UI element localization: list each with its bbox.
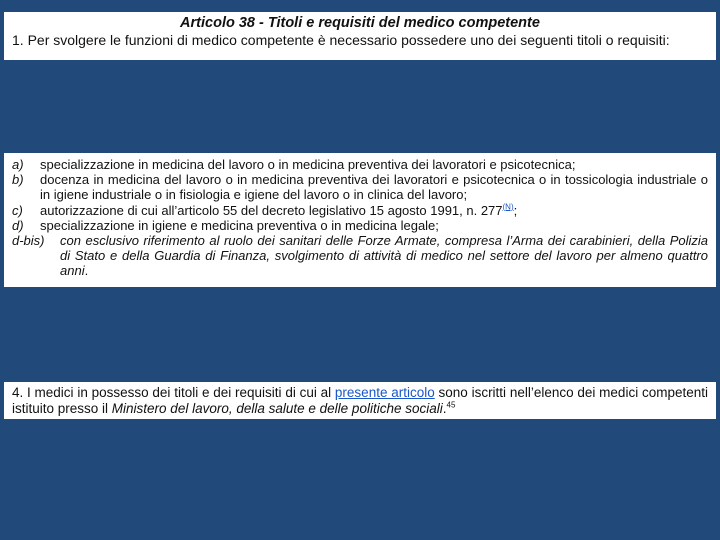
item-text: docenza in medicina del lavoro o in medicina preventiva dei lavoratori e psicotecnica o in tossicologia industriale o in igiene industriale o in fisiologia e igiene del lavoro o in clinica del lavoro; (40, 172, 708, 203)
para-start: 4. I medici in possesso dei titoli e dei requisiti di cui al (12, 385, 335, 400)
item-end: ; (513, 202, 518, 218)
item-end: . (84, 263, 89, 279)
item-text: specializzazione in igiene e medicina preventiva o in medicina legale; (40, 217, 439, 233)
item-text: specializzazione in medicina del lavoro o in medicina preventiva dei lavoratori e psicotecnica; (40, 157, 576, 172)
item-label: c) (12, 202, 23, 218)
item-label: b) (12, 172, 24, 188)
heading-panel (4, 12, 716, 60)
para-middle: sono iscritti nell’elenco dei medici competenti istituito presso il (12, 385, 708, 416)
article-title: Articolo 38 - Titoli e requisiti del medico competente (180, 15, 540, 31)
item-text: autorizzazione di cui all’articolo 55 del decreto legislativo 15 agosto 1991, n. 277 (40, 202, 503, 218)
ministry-name: Ministero del lavoro, della salute e delle politiche sociali (111, 401, 443, 416)
list-item-d (12, 218, 708, 233)
list-item-dbis (12, 233, 708, 279)
item-label: a) (12, 157, 24, 172)
footnote-45: 45 (446, 400, 456, 410)
item-text-wrap (60, 233, 708, 279)
item-text: con esclusivo riferimento al ruolo dei sanitari delle Forze Armate, compresa l’Arma dei carabinieri, della Polizia di Stato e della Guardia di Finanza, svolgimento di attività di medico nel settore del lavoro per almeno quattro anni (60, 233, 708, 279)
item-label: d-bis) (12, 233, 45, 249)
list-item-b (12, 172, 708, 202)
presente-articolo-link[interactable]: presente articolo (334, 385, 435, 400)
paragraph-4-panel (4, 382, 716, 419)
requirements-list (4, 153, 716, 287)
item-text-wrap (40, 203, 708, 218)
intro-text: 1. Per svolgere le funzioni di medico competente è necessario possedere uno dei seguenti titoli o requisiti: (12, 32, 670, 48)
footnote-link-n[interactable]: (N) (502, 202, 514, 212)
paragraph-4 (12, 385, 708, 417)
para-end: . (442, 401, 447, 416)
list-item-a (12, 157, 708, 172)
item-label: d) (12, 217, 24, 233)
list-item-c (12, 203, 708, 218)
